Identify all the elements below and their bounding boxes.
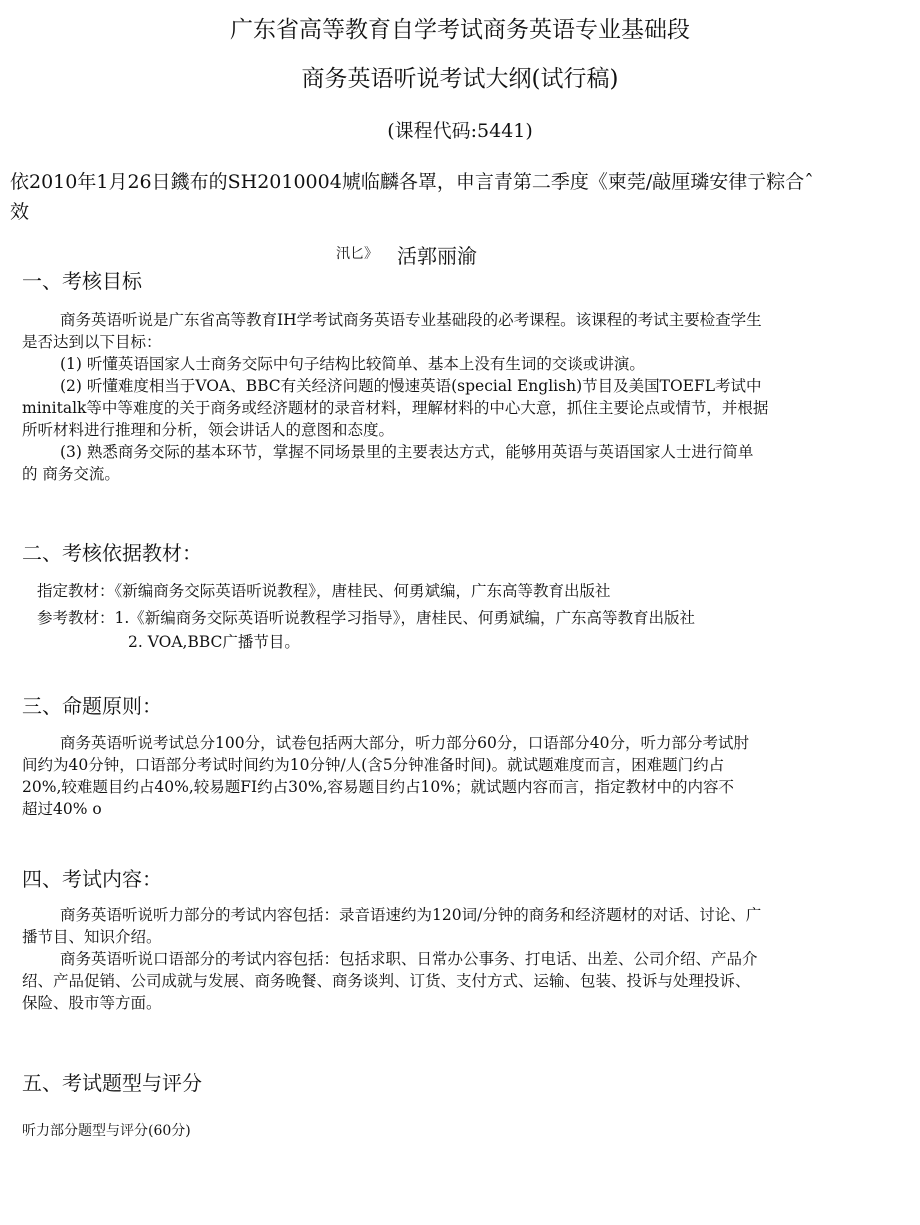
reference-textbook-1: 参考教材：1.《新编商务交际英语听说教程学习指导》，唐桂民、何勇斌编，广东高等教育出版社 bbox=[37, 609, 696, 627]
section-1-line: 是否达到以下目标： bbox=[22, 333, 162, 351]
section-4-line: 商务英语听说听力部分的考试内容包括：录音语速约为120词/分钟的商务和经济题材的对话、讨论、广 bbox=[60, 906, 762, 924]
section-2-heading: 二、考核依据教材： bbox=[22, 541, 202, 565]
section-1-line: (2) 听懂难度相当于VOA、BBC有关经济问题的慢速英语(special English)节目及美国TOEFL考试中 bbox=[60, 377, 762, 395]
designated-textbook: 指定教材：《新编商务交际英语听说教程》，唐桂民、何勇斌编，广东高等教育出版社 bbox=[37, 582, 611, 600]
signature-prefix: 汛匕》 bbox=[336, 246, 378, 262]
section-4-line: 播节目、知识介绍。 bbox=[22, 928, 162, 946]
reference-textbook-2: 2. VOA,BBC广播节目。 bbox=[128, 633, 300, 651]
notice-line-2: 效 bbox=[10, 201, 30, 223]
listening-section-title: 听力部分题型与评分(60分) bbox=[22, 1123, 191, 1139]
section-3-line: 商务英语听说考试总分100分，试卷包括两大部分，听力部分60分，口语部分40分，听力部分考试肘 bbox=[60, 734, 750, 752]
section-1-line: (3) 熟悉商务交际的基本环节，掌握不同场景里的主要表达方式，能够用英语与英语国家人士进行简单 bbox=[60, 443, 754, 461]
section-4-heading: 四、考试内容： bbox=[22, 867, 162, 891]
section-3-heading: 三、命题原则： bbox=[22, 694, 162, 718]
section-3-body bbox=[22, 732, 902, 820]
section-1-line: (1) 听懂英语国家人士商务交际中句子结构比较简单、基本上没有生词的交谈或讲演。 bbox=[60, 355, 645, 373]
document-subtitle: 商务英语听说考试大纲(试行稿) bbox=[301, 66, 619, 92]
notice-line-1: 依2010年1月26日鐖布的SH2010004虓临麟各罩，申言青第二季度《柬莞/敲厘璘安律亍粽合ˆ bbox=[10, 171, 814, 193]
section-3-line: 超过40% o bbox=[22, 800, 102, 818]
section-4-line: 商务英语听说口语部分的考试内容包括：包括求职、日常办公事务、打电话、出差、公司介绍、产品介 bbox=[60, 950, 758, 968]
section-1-line: 的 商务交流。 bbox=[22, 465, 120, 483]
document-title: 广东省高等教育自学考试商务英语专业基础段 bbox=[230, 17, 690, 43]
section-1-heading: 一、考核目标 bbox=[22, 269, 142, 293]
section-3-line: 20%,较难题目约占40%,较易题FI约占30%,容易题目约占10%；就试题内容而言，指定教材中的内容不 bbox=[22, 778, 734, 796]
signature-name: 活郭丽渝 bbox=[397, 244, 477, 268]
section-3-line: 间约为40分钟，口语部分考试时间约为10分钟/人(含5分钟准备时间)。就试题难度而言，困难题门约占 bbox=[22, 756, 725, 774]
section-4-line: 绍、产品促销、公司成就与发展、商务晚餐、商务谈判、订货、支付方式、运输、包装、投诉与处理投诉、 bbox=[22, 972, 751, 990]
section-4-line: 保险、股市等方面。 bbox=[22, 994, 162, 1012]
section-1-line: 商务英语听说是广东省高等教育IH学考试商务英语专业基础段的必考课程。该课程的考试主要检查学生 bbox=[60, 311, 762, 329]
section-4-body bbox=[22, 904, 902, 1014]
section-1-line: 所听材料进行推理和分析，领会讲话人的意图和态度。 bbox=[22, 421, 395, 439]
section-5-heading: 五、考试题型与评分 bbox=[22, 1071, 202, 1095]
section-1-body bbox=[22, 309, 902, 485]
course-code: (课程代码:5441) bbox=[387, 120, 533, 142]
section-1-line: minitalk等中等难度的关于商务或经济题材的录音材料，理解材料的中心大意，抓住主要论点或情节，并根据 bbox=[22, 399, 769, 417]
